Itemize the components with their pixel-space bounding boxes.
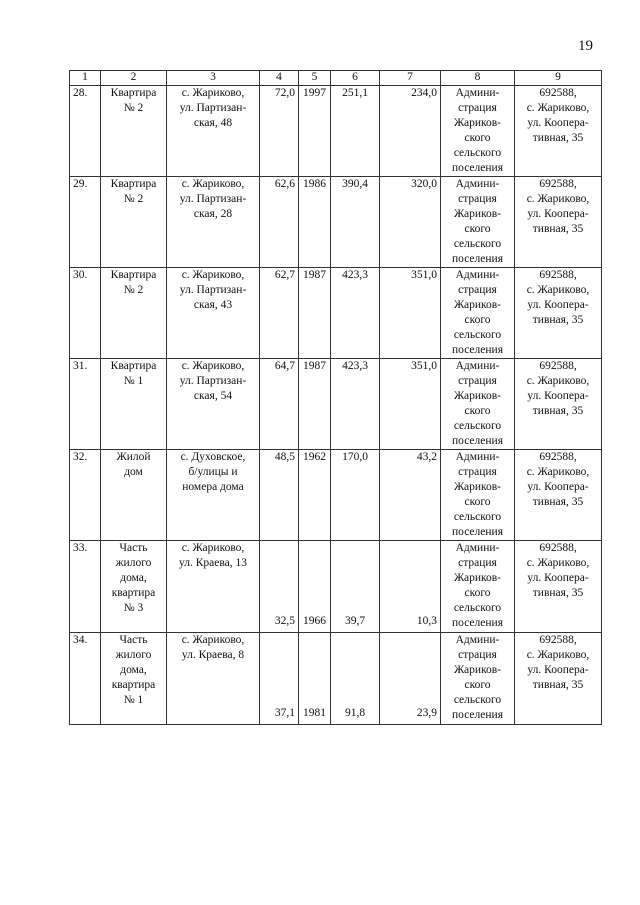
holder-name-line: Админи-	[455, 542, 500, 554]
holder-name-line: сельского	[453, 147, 502, 159]
object-name-line: квартира	[111, 679, 156, 691]
object-name-line: дом	[124, 466, 143, 478]
property-registry-table	[69, 70, 602, 725]
object-name-line: дома,	[120, 664, 147, 676]
header-col-7: 7	[380, 71, 441, 86]
year-value: 1986	[299, 177, 331, 268]
col7-value: 43,2	[380, 450, 441, 541]
object-address	[167, 633, 260, 725]
holder-address-line: 692588,	[539, 634, 577, 646]
object-address-line: номера дома	[182, 481, 244, 493]
col7-value: 23,9	[380, 633, 441, 725]
object-name-line: № 3	[123, 602, 144, 614]
holder-address	[515, 541, 602, 633]
holder-address-line: ул. Коопера-	[527, 299, 589, 311]
table-row	[70, 633, 602, 725]
object-address-line: с. Жариково,	[181, 87, 245, 99]
holder-address-line: 692588,	[539, 360, 577, 372]
object-name	[101, 359, 167, 450]
object-address-line: ул. Краева, 13	[179, 557, 247, 569]
object-address-line: с. Духовское,	[180, 451, 246, 463]
object-name-line: жилого	[115, 649, 152, 661]
year-value: 1997	[299, 86, 331, 177]
object-name	[101, 450, 167, 541]
year-value: 1966	[299, 541, 331, 633]
holder-address	[515, 177, 602, 268]
object-address-line: с. Жариково,	[181, 269, 245, 281]
table-row	[70, 359, 602, 450]
holder-name-line: поселения	[452, 162, 503, 174]
object-address	[167, 359, 260, 450]
object-address-line: б/улицы и	[188, 466, 238, 478]
holder-address-line: 692588,	[539, 178, 577, 190]
header-col-6: 6	[331, 71, 380, 86]
object-name-line: Жилой	[116, 451, 151, 463]
object-address-line: с. Жариково,	[181, 178, 245, 190]
holder-address-line: с. Жариково,	[526, 375, 590, 387]
holder-name-line: Жариков-	[453, 299, 502, 311]
col6-value: 390,4	[331, 177, 380, 268]
row-number: 31.	[70, 359, 101, 450]
area-value: 32,5	[260, 541, 299, 633]
object-address-line: ул. Партизан-	[179, 193, 247, 205]
area-value: 64,7	[260, 359, 299, 450]
table-row	[70, 177, 602, 268]
holder-name-line: ского	[464, 679, 491, 691]
header-col-4: 4	[260, 71, 299, 86]
header-col-3: 3	[167, 71, 260, 86]
holder-address-line: с. Жариково,	[526, 649, 590, 661]
holder-name-line: поселения	[452, 617, 503, 629]
holder-name-line: Админи-	[455, 269, 500, 281]
area-value: 72,0	[260, 86, 299, 177]
row-number: 32.	[70, 450, 101, 541]
year-value: 1962	[299, 450, 331, 541]
holder-name-line: ского	[464, 223, 491, 235]
holder-name-line: сельского	[453, 602, 502, 614]
col7-value: 234,0	[380, 86, 441, 177]
holder-name-line: страция	[458, 284, 497, 296]
holder-address-line: 692588,	[539, 451, 577, 463]
col7-value: 10,3	[380, 541, 441, 633]
row-number: 33.	[70, 541, 101, 633]
holder-address-line: ул. Коопера-	[527, 572, 589, 584]
object-address-line: с. Жариково,	[181, 542, 245, 554]
holder-name-line: Админи-	[455, 360, 500, 372]
holder-name-line: сельского	[453, 329, 502, 341]
holder-name-line: Админи-	[455, 87, 500, 99]
object-name-line: № 2	[123, 102, 144, 114]
holder-address-line: 692588,	[539, 542, 577, 554]
holder-name-line: страция	[458, 375, 497, 387]
holder-name-line: страция	[458, 557, 497, 569]
holder-address-line: с. Жариково,	[526, 284, 590, 296]
header-col-8: 8	[441, 71, 515, 86]
object-name-line: Квартира	[110, 87, 157, 99]
holder-address	[515, 86, 602, 177]
holder-address-line: с. Жариково,	[526, 466, 590, 478]
col6-value: 423,3	[331, 268, 380, 359]
year-value: 1987	[299, 359, 331, 450]
object-name-line: № 2	[123, 193, 144, 205]
holder-name-line: сельского	[453, 694, 502, 706]
area-value: 62,7	[260, 268, 299, 359]
holder-name-line: сельского	[453, 238, 502, 250]
object-name-line: Квартира	[110, 269, 157, 281]
holder-address-line: с. Жариково,	[526, 102, 590, 114]
table-row	[70, 541, 602, 633]
holder-name-line: поселения	[452, 253, 503, 265]
holder-address-line: с. Жариково,	[526, 193, 590, 205]
holder-address-line: тивная, 35	[532, 587, 584, 599]
table-row	[70, 86, 602, 177]
holder-name-line: поселения	[452, 709, 503, 721]
object-name	[101, 633, 167, 725]
holder-name-line: ского	[464, 587, 491, 599]
holder-address-line: тивная, 35	[532, 496, 584, 508]
holder-address-line: с. Жариково,	[526, 557, 590, 569]
holder-name	[441, 359, 515, 450]
object-name-line: Квартира	[110, 178, 157, 190]
holder-name	[441, 86, 515, 177]
table-body	[70, 86, 602, 725]
holder-name-line: страция	[458, 466, 497, 478]
object-address	[167, 450, 260, 541]
holder-address	[515, 633, 602, 725]
page-number: 19	[578, 38, 593, 54]
header-col-1: 1	[70, 71, 101, 86]
row-number: 29.	[70, 177, 101, 268]
holder-name-line: Жариков-	[453, 208, 502, 220]
object-address-line: ул. Партизан-	[179, 375, 247, 387]
object-address	[167, 268, 260, 359]
holder-address-line: ул. Коопера-	[527, 390, 589, 402]
object-name	[101, 541, 167, 633]
object-address	[167, 541, 260, 633]
table-row	[70, 268, 602, 359]
holder-name	[441, 450, 515, 541]
holder-name	[441, 633, 515, 725]
holder-name-line: Жариков-	[453, 572, 502, 584]
object-address-line: с. Жариково,	[181, 634, 245, 646]
object-name-line: Квартира	[110, 360, 157, 372]
object-name-line: Часть	[119, 634, 148, 646]
holder-name-line: страция	[458, 649, 497, 661]
col7-value: 320,0	[380, 177, 441, 268]
holder-address	[515, 359, 602, 450]
holder-address-line: тивная, 35	[532, 679, 584, 691]
holder-name	[441, 541, 515, 633]
holder-name-line: Админи-	[455, 451, 500, 463]
object-address	[167, 86, 260, 177]
holder-address-line: тивная, 35	[532, 223, 584, 235]
holder-name	[441, 177, 515, 268]
area-value: 48,5	[260, 450, 299, 541]
holder-name-line: ского	[464, 496, 491, 508]
object-name	[101, 177, 167, 268]
object-name	[101, 86, 167, 177]
object-address-line: ул. Партизан-	[179, 284, 247, 296]
holder-address-line: ул. Коопера-	[527, 117, 589, 129]
object-name-line: квартира	[111, 587, 156, 599]
col6-value: 91,8	[331, 633, 380, 725]
holder-name-line: Жариков-	[453, 390, 502, 402]
object-name	[101, 268, 167, 359]
header-col-5: 5	[299, 71, 331, 86]
object-address-line: ская, 28	[193, 208, 233, 220]
holder-address	[515, 268, 602, 359]
col7-value: 351,0	[380, 268, 441, 359]
header-col-2: 2	[101, 71, 167, 86]
col7-value: 351,0	[380, 359, 441, 450]
object-name-line: № 2	[123, 284, 144, 296]
row-number: 28.	[70, 86, 101, 177]
object-address-line: с. Жариково,	[181, 360, 245, 372]
holder-address-line: 692588,	[539, 269, 577, 281]
holder-name-line: Админи-	[455, 178, 500, 190]
holder-address-line: ул. Коопера-	[527, 664, 589, 676]
object-address-line: ская, 48	[193, 117, 233, 129]
row-number: 30.	[70, 268, 101, 359]
object-address-line: ул. Краева, 8	[181, 649, 245, 661]
area-value: 37,1	[260, 633, 299, 725]
header-col-9: 9	[515, 71, 602, 86]
holder-name-line: сельского	[453, 420, 502, 432]
object-name-line: жилого	[115, 557, 152, 569]
object-name-line: № 1	[123, 375, 144, 387]
holder-address-line: тивная, 35	[532, 314, 584, 326]
object-address-line: ская, 43	[193, 299, 233, 311]
holder-name-line: поселения	[452, 344, 503, 356]
holder-address-line: 692588,	[539, 87, 577, 99]
object-name-line: Часть	[119, 542, 148, 554]
holder-name-line: Жариков-	[453, 664, 502, 676]
header-row	[70, 71, 602, 86]
col6-value: 39,7	[331, 541, 380, 633]
object-address	[167, 177, 260, 268]
object-address-line: ул. Партизан-	[179, 102, 247, 114]
holder-name-line: Жариков-	[453, 481, 502, 493]
object-name-line: № 1	[123, 694, 144, 706]
holder-name-line: сельского	[453, 511, 502, 523]
holder-address-line: тивная, 35	[532, 132, 584, 144]
holder-name-line: ского	[464, 405, 491, 417]
holder-name-line: страция	[458, 193, 497, 205]
area-value: 62,6	[260, 177, 299, 268]
holder-address	[515, 450, 602, 541]
holder-name	[441, 268, 515, 359]
object-address-line: ская, 54	[193, 390, 233, 402]
row-number: 34.	[70, 633, 101, 725]
holder-name-line: страция	[458, 102, 497, 114]
holder-address-line: ул. Коопера-	[527, 481, 589, 493]
year-value: 1981	[299, 633, 331, 725]
holder-name-line: поселения	[452, 435, 503, 447]
col6-value: 170,0	[331, 450, 380, 541]
holder-name-line: ского	[464, 314, 491, 326]
holder-address-line: тивная, 35	[532, 405, 584, 417]
holder-name-line: Админи-	[455, 634, 500, 646]
object-name-line: дома,	[120, 572, 147, 584]
holder-address-line: ул. Коопера-	[527, 208, 589, 220]
year-value: 1987	[299, 268, 331, 359]
holder-name-line: поселения	[452, 526, 503, 538]
col6-value: 423,3	[331, 359, 380, 450]
holder-name-line: ского	[464, 132, 491, 144]
holder-name-line: Жариков-	[453, 117, 502, 129]
table-row	[70, 450, 602, 541]
col6-value: 251,1	[331, 86, 380, 177]
